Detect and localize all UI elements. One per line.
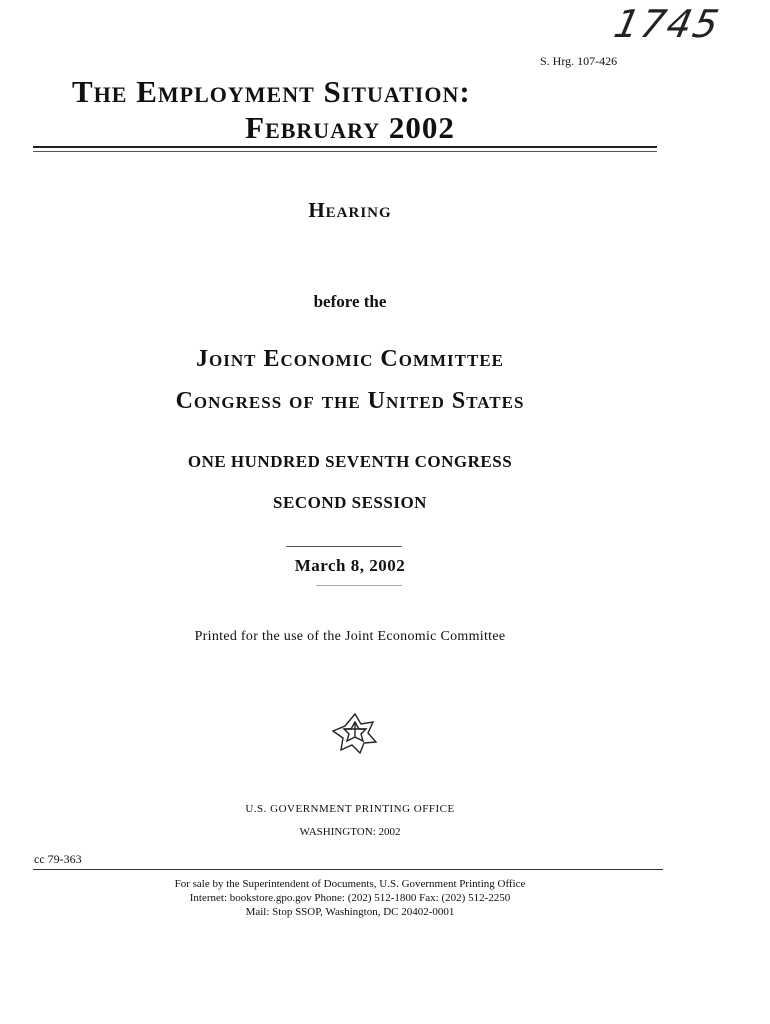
publisher-location: WASHINGTON: 2002	[299, 826, 401, 838]
gpo-emblem-icon	[330, 712, 380, 754]
publisher: U.S. GOVERNMENT PRINTING OFFICE	[245, 803, 455, 815]
congress-number: ONE HUNDRED SEVENTH CONGRESS	[187, 452, 513, 471]
sale-line-2: Internet: bookstore.gpo.gov Phone: (202) 512-1800 Fax: (202) 512-2250	[189, 892, 511, 904]
title-rule-bottom	[33, 151, 657, 152]
session: SECOND SESSION	[273, 493, 427, 512]
sale-line-1: For sale by the Superintendent of Documents, U.S. Government Printing Office	[174, 878, 526, 890]
handwritten-number: 1745	[610, 2, 725, 46]
sale-line-3: Mail: Stop SSOP, Washington, DC 20402-0001	[245, 906, 455, 918]
hearing-number: S. Hrg. 107-426	[540, 54, 618, 68]
committee-line-2: Congress of the United States	[175, 388, 525, 414]
printed-for: Printed for the use of the Joint Economic Committee	[194, 629, 506, 644]
catalog-code: cc 79-363	[34, 852, 82, 866]
footer-rule	[33, 869, 663, 870]
date-rule-top	[286, 546, 402, 547]
title-line-1: The Employment Situation:	[72, 74, 471, 109]
hearing-date: March 8, 2002	[294, 556, 406, 575]
title-rule-top	[33, 146, 657, 148]
hearing-heading: Hearing	[308, 198, 392, 222]
committee-line-1: Joint Economic Committee	[195, 346, 505, 372]
title-line-2: February 2002	[245, 110, 455, 145]
before-the: before the	[313, 292, 387, 311]
date-rule-bottom	[316, 585, 402, 586]
